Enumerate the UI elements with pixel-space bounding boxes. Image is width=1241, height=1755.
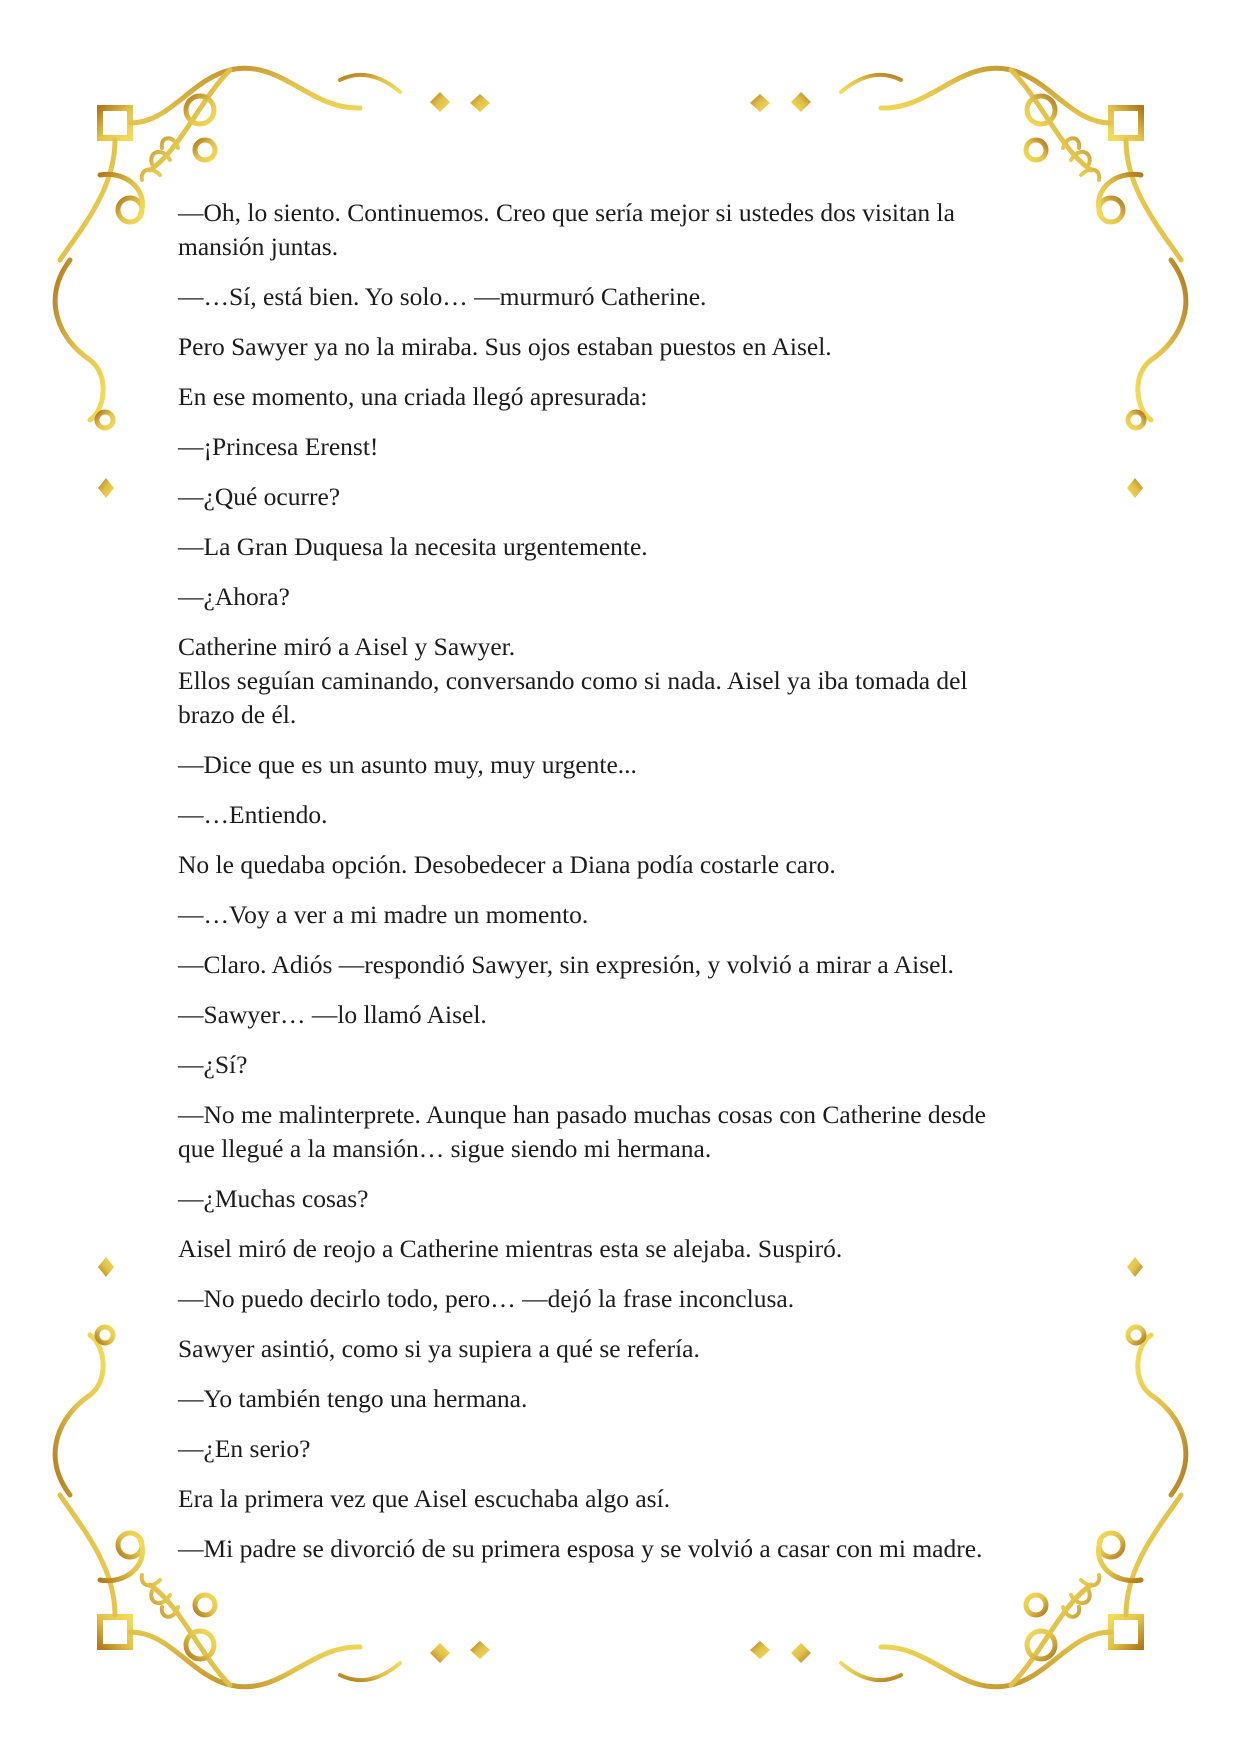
paragraph: —¿Muchas cosas? <box>178 1184 369 1213</box>
paragraph: Catherine miró a Aisel y Sawyer. Ellos seguían caminando, conversando como si nada. Aisel ya iba tomada del brazo de él. <box>178 632 968 729</box>
paragraph: No le quedaba opción. Desobedecer a Diana podía costarle caro. <box>178 850 836 879</box>
paragraph: —¿Sí? <box>178 1050 248 1079</box>
paragraph: —¡Princesa Erenst! <box>178 432 379 461</box>
paragraph: —¿Qué ocurre? <box>178 482 341 511</box>
paragraph: —Sawyer… —lo llamó Aisel. <box>178 1000 487 1029</box>
paragraph: —No me malinterprete. Aunque han pasado muchas cosas con Catherine desde que llegué a la mansión… sigue siendo mi hermana. <box>178 1100 986 1163</box>
paragraph: —¿Ahora? <box>178 582 290 611</box>
paragraph: Era la primera vez que Aisel escuchaba algo así. <box>178 1484 671 1513</box>
paragraph: —…Voy a ver a mi madre un momento. <box>178 900 589 929</box>
paragraph: —…Sí, está bien. Yo solo… —murmuró Catherine. <box>178 282 707 311</box>
paragraph: —Claro. Adiós —respondió Sawyer, sin expresión, y volvió a mirar a Aisel. <box>178 950 954 979</box>
paragraph: —¿En serio? <box>178 1434 311 1463</box>
paragraph: —La Gran Duquesa la necesita urgentemente. <box>178 532 648 561</box>
paragraph: Aisel miró de reojo a Catherine mientras esta se alejaba. Suspiró. <box>178 1234 843 1263</box>
paragraph: —Mi padre se divorció de su primera esposa y se volvió a casar con mi madre. <box>178 1534 983 1563</box>
paragraph: —…Entiendo. <box>178 800 328 829</box>
paragraph: —No puedo decirlo todo, pero… —dejó la frase inconclusa. <box>178 1284 795 1313</box>
paragraph: Pero Sawyer ya no la miraba. Sus ojos estaban puestos en Aisel. <box>178 332 832 361</box>
paragraph: —Yo también tengo una hermana. <box>178 1384 528 1413</box>
paragraph: —Oh, lo siento. Continuemos. Creo que sería mejor si ustedes dos visitan la mansión juntas. <box>178 198 955 261</box>
page-text <box>178 196 1058 1582</box>
paragraph: En ese momento, una criada llegó apresurada: <box>178 382 648 411</box>
paragraph: —Dice que es un asunto muy, muy urgente... <box>178 750 637 779</box>
paragraph: Sawyer asintió, como si ya supiera a qué se refería. <box>178 1334 700 1363</box>
